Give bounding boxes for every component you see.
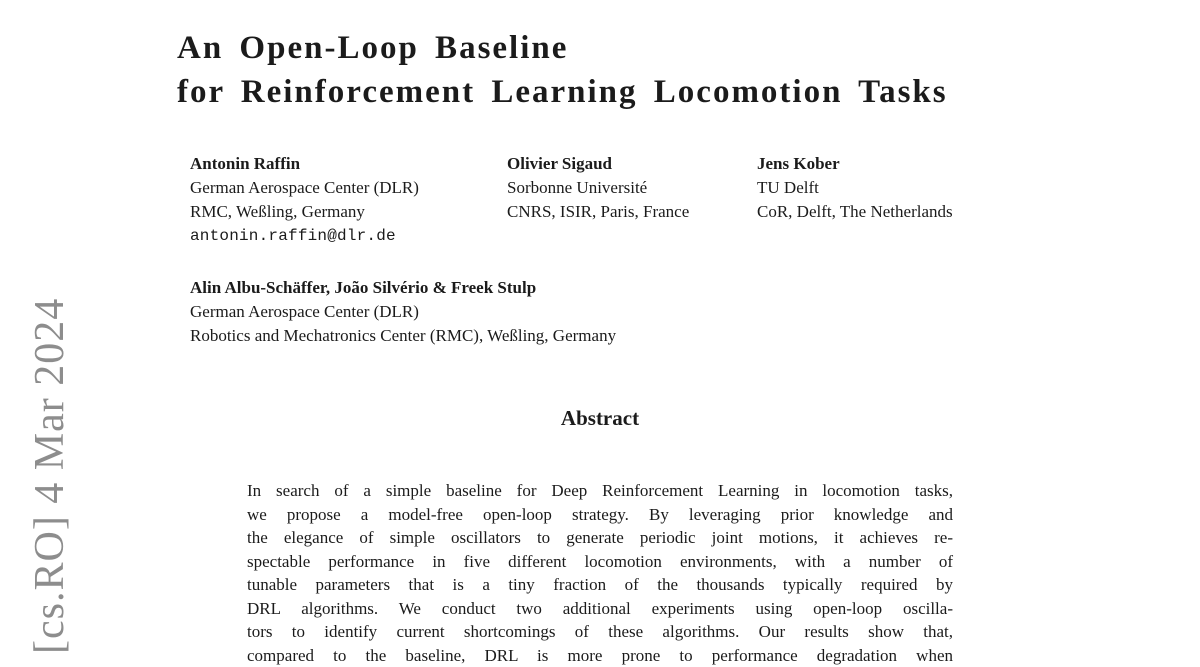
abstract-line: spectable performance in five different locomotion environments, with a number of — [247, 550, 953, 574]
author-block-kober — [757, 152, 953, 224]
author-block-row2 — [190, 276, 616, 348]
abstract-line: In search of a simple baseline for Deep Reinforcement Learning in locomotion tasks, — [247, 479, 953, 503]
paper-title-line-1: An Open-Loop Baseline — [177, 26, 948, 70]
abstract-line: DRL algorithms. We conduct two additional experiments using open-loop oscilla- — [247, 597, 953, 621]
author-block-raffin — [190, 152, 419, 248]
author-affiliation: Sorbonne Université — [507, 176, 689, 200]
author-affiliation: TU Delft — [757, 176, 953, 200]
abstract-line: the elegance of simple oscillators to generate periodic joint motions, it achieves re- — [247, 526, 953, 550]
paper-title-line-2: for Reinforcement Learning Locomotion Tasks — [177, 70, 948, 114]
author-name: Olivier Sigaud — [507, 152, 689, 176]
author-affiliation: RMC, Weßling, Germany — [190, 200, 419, 224]
abstract-line: tunable parameters that is a tiny fraction of the thousands typically required by — [247, 573, 953, 597]
author-name: Alin Albu-Schäffer, João Silvério & Freek Stulp — [190, 276, 616, 300]
author-affiliation: German Aerospace Center (DLR) — [190, 300, 616, 324]
abstract-body — [247, 479, 953, 667]
arxiv-watermark: [cs.RO] 4 Mar 2024 — [26, 298, 74, 654]
author-block-sigaud — [507, 152, 689, 224]
abstract-line-partial: compared to the baseline, DRL is more prone to performance degradation when — [247, 644, 953, 667]
paper-title — [177, 26, 948, 114]
author-name: Jens Kober — [757, 152, 953, 176]
abstract-line: we propose a model-free open-loop strategy. By leveraging prior knowledge and — [247, 503, 953, 527]
author-affiliation: German Aerospace Center (DLR) — [190, 176, 419, 200]
author-affiliation: CNRS, ISIR, Paris, France — [507, 200, 689, 224]
author-affiliation: CoR, Delft, The Netherlands — [757, 200, 953, 224]
abstract-heading: Abstract — [247, 406, 953, 431]
abstract-line: tors to identify current shortcomings of these algorithms. Our results show that, — [247, 620, 953, 644]
author-email: antonin.raffin@dlr.de — [190, 224, 419, 248]
author-affiliation: Robotics and Mechatronics Center (RMC), Weßling, Germany — [190, 324, 616, 348]
author-name: Antonin Raffin — [190, 152, 419, 176]
